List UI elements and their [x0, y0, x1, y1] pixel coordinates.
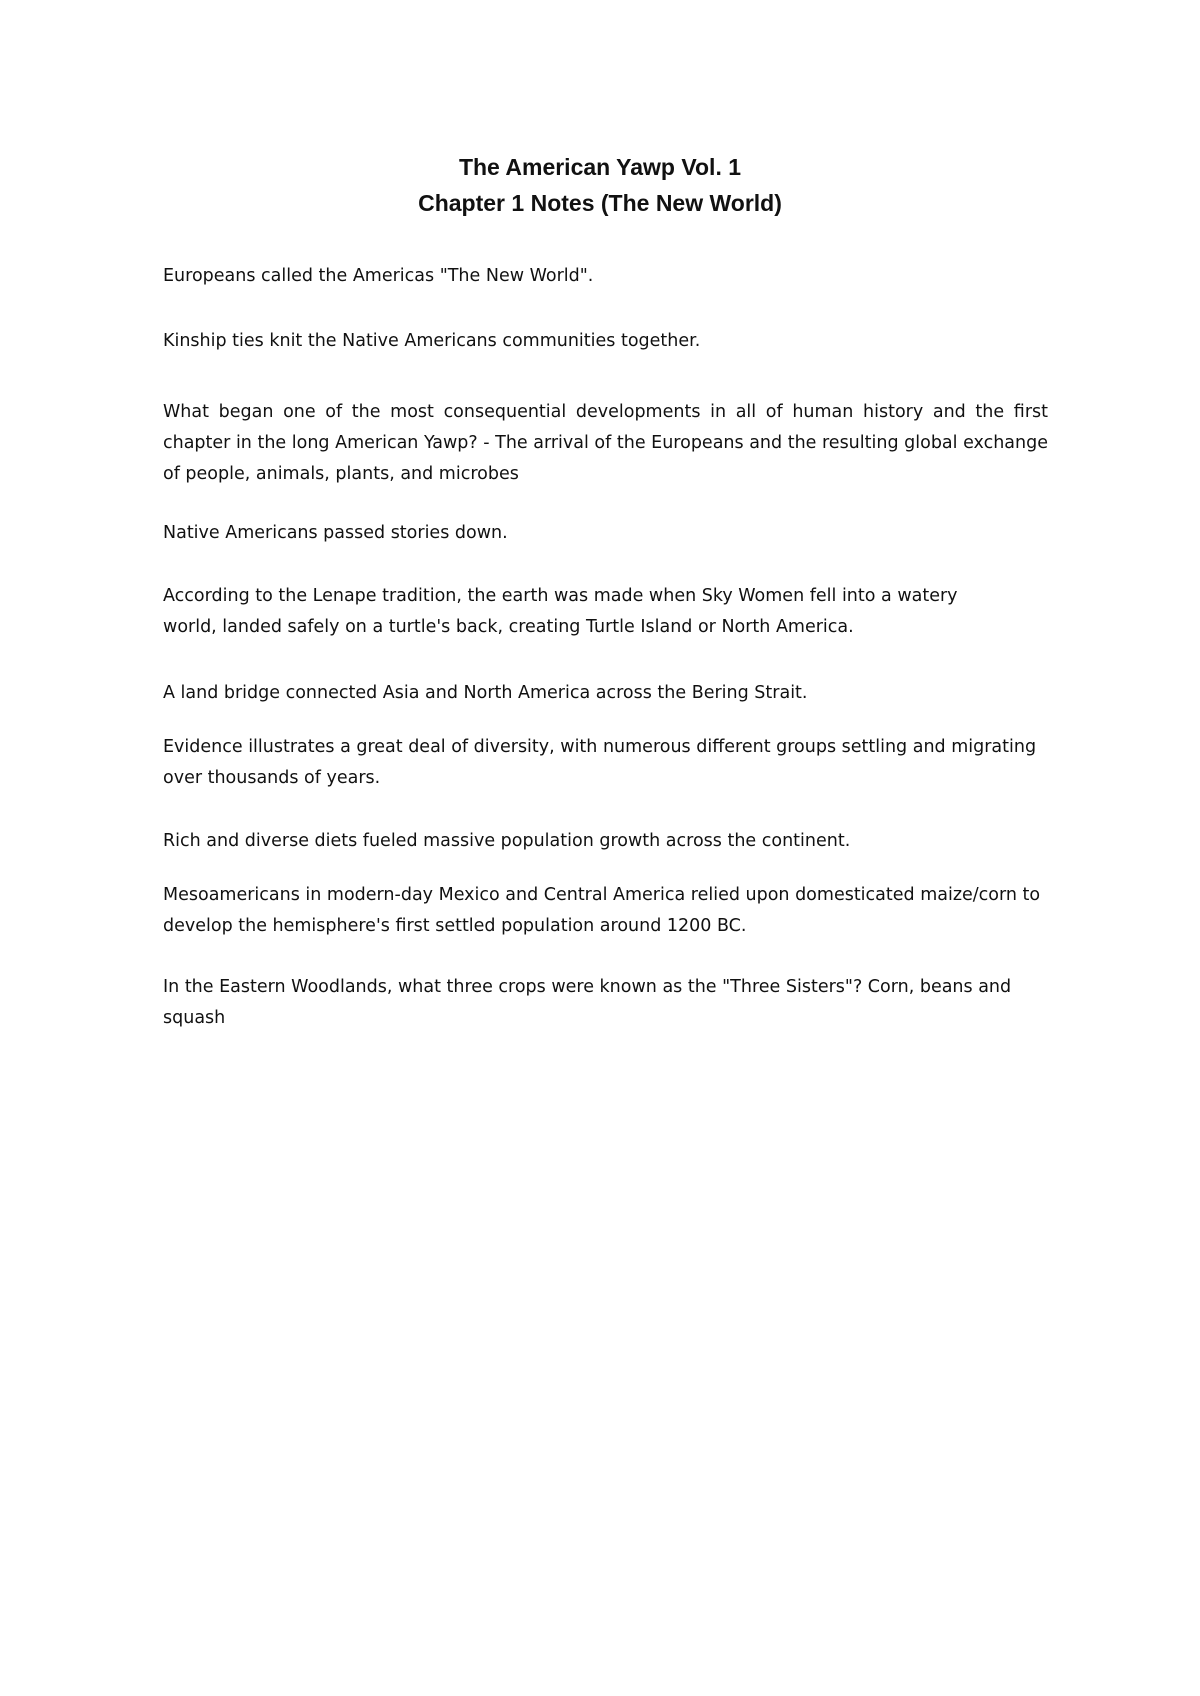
- note-paragraph: Rich and diverse diets fueled massive population growth across the continent.: [163, 831, 851, 851]
- note-paragraph: Mesoamericans in modern-day Mexico and Central America relied upon domesticated maize/corn to develop the hemisphere's first settled population around 1200 BC.: [163, 885, 1041, 936]
- note-paragraph: Evidence illustrates a great deal of diversity, with numerous different groups settling and migrating over thousands of years.: [163, 737, 1037, 788]
- note-paragraph: Native Americans passed stories down.: [163, 523, 508, 543]
- note-paragraph: A land bridge connected Asia and North America across the Bering Strait.: [163, 683, 808, 703]
- note-paragraph: What began one of the most consequential developments in all of human history and the first chapter in the long American Yawp? - The arrival of the Europeans and the resulting global exchange of people, animals, plants, and microbes: [163, 402, 1048, 484]
- note-paragraph: In the Eastern Woodlands, what three crops were known as the "Three Sisters"? Corn, beans and squash: [163, 977, 1012, 1028]
- document-title: The American Yawp Vol. 1: [458, 154, 742, 180]
- note-paragraph: Europeans called the Americas "The New World".: [163, 266, 594, 286]
- note-paragraph: Kinship ties knit the Native Americans communities together.: [163, 331, 701, 351]
- document-subtitle: Chapter 1 Notes (The New World): [418, 190, 782, 216]
- note-paragraph: According to the Lenape tradition, the earth was made when Sky Women fell into a watery world, landed safely on a turtle's back, creating Turtle Island or North America.: [163, 586, 958, 637]
